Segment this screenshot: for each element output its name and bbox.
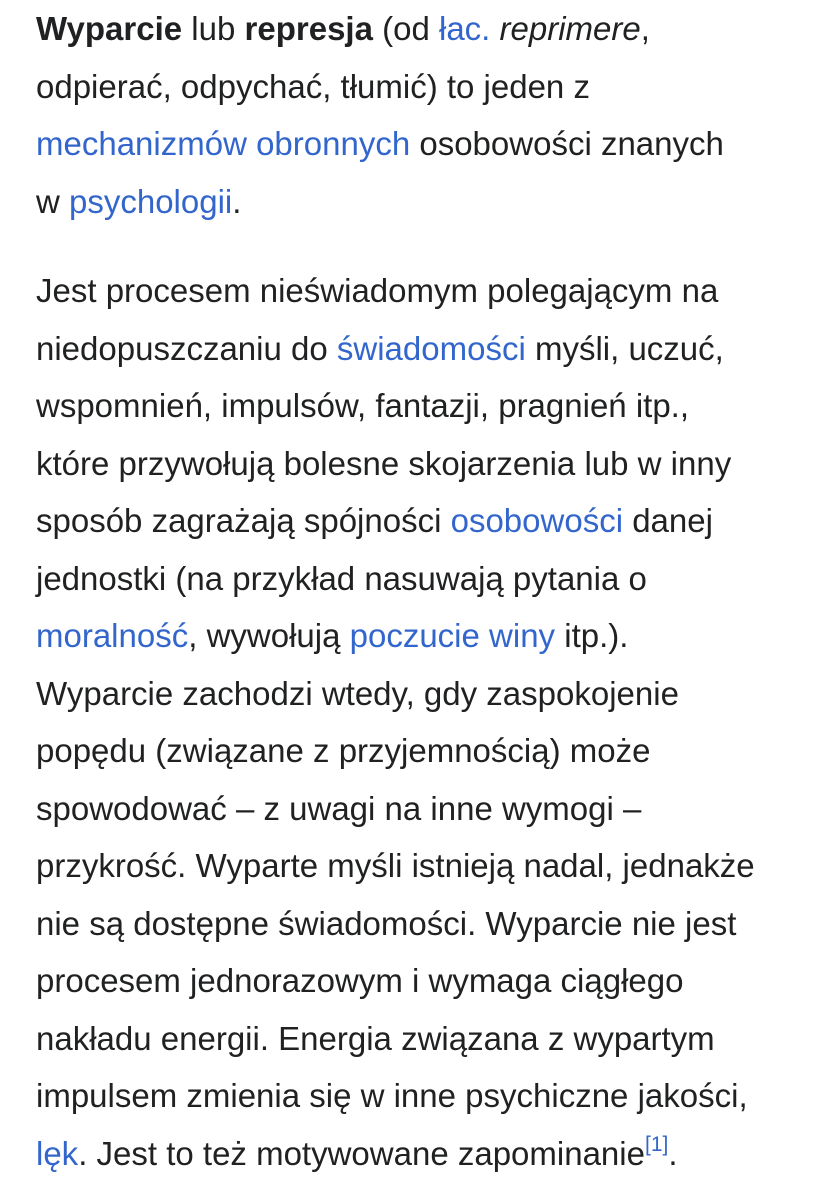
p2-line-1: Jest procesem nieświadomym polegającym na bbox=[36, 272, 719, 309]
p1-line-2: odpierać, odpychać, tłumić) to jeden z bbox=[36, 67, 590, 105]
footnote-link-1[interactable]: [1] bbox=[644, 1132, 669, 1156]
text-space bbox=[490, 10, 499, 47]
link-lek[interactable]: lęk bbox=[36, 1134, 79, 1172]
link-poczucie-winy[interactable]: poczucie winy bbox=[349, 617, 556, 654]
term-wyparcie: Wyparcie bbox=[36, 10, 183, 47]
text-danej: danej bbox=[623, 502, 713, 539]
text-osobowosci-znanych: osobowości znanych bbox=[410, 125, 724, 162]
p1-line-1 bbox=[36, 0, 650, 58]
p2-line-6: jednostki (na przykład nasuwają pytania o bbox=[36, 559, 647, 597]
link-psychologii[interactable]: psychologii bbox=[69, 182, 233, 220]
latin-reprimere: reprimere bbox=[499, 10, 641, 47]
p2-line-14: nakładu energii. Energia związana z wypartym bbox=[36, 1019, 715, 1057]
link-osobowosci[interactable]: osobowości bbox=[450, 502, 624, 539]
p2-line-4: które przywołują bolesne skojarzenia lub w inny bbox=[36, 444, 732, 482]
p1-line-3 bbox=[36, 115, 724, 173]
text-od: (od bbox=[372, 10, 439, 47]
link-moralnosc[interactable]: moralność bbox=[36, 617, 189, 654]
text-wywoluja: , wywołują bbox=[188, 617, 350, 654]
p2-line-15: impulsem zmienia się w inne psychiczne jakości, bbox=[36, 1077, 748, 1114]
text-motywowane-zapominanie: . Jest to też motywowane zapominanie bbox=[78, 1134, 645, 1172]
link-mechanizmow-obronnych[interactable]: mechanizmów obronnych bbox=[36, 125, 411, 162]
link-swiadomosci[interactable]: świadomości bbox=[336, 329, 526, 367]
footnote-ref bbox=[645, 1133, 668, 1156]
p1-line-4 bbox=[36, 173, 241, 231]
p2-line-11: przykrość. Wyparte myśli istnieją nadal, jednakże bbox=[36, 847, 755, 884]
p2-line-13: procesem jednorazowym i wymaga ciągłego bbox=[36, 962, 684, 999]
p2-line-2 bbox=[36, 320, 724, 378]
text-sposob: sposób zagrażają spójności bbox=[36, 502, 451, 539]
text-itp: itp.). bbox=[555, 617, 629, 654]
p2-line-9: popędu (związane z przyjemnością) może bbox=[36, 732, 651, 769]
p2-line-16 bbox=[36, 1125, 678, 1183]
p2-line-8: Wyparcie zachodzi wtedy, gdy zaspokojenie bbox=[36, 674, 679, 712]
p2-line-5 bbox=[36, 492, 713, 550]
text-final-period: . bbox=[668, 1134, 678, 1172]
text-mysli-uczuc: myśli, uczuć, bbox=[525, 329, 724, 367]
p2-line-7 bbox=[36, 607, 628, 665]
link-lac[interactable]: łac. bbox=[439, 10, 491, 47]
text-period: . bbox=[232, 182, 242, 220]
text-comma: , bbox=[640, 10, 650, 47]
text-lub: lub bbox=[182, 10, 245, 47]
term-represja: represja bbox=[244, 10, 373, 47]
p2-line-10: spowodować – z uwagi na inne wymogi – bbox=[36, 789, 642, 827]
p2-line-12: nie są dostępne świadomości. Wyparcie nie jest bbox=[36, 904, 737, 942]
text-niedopuszczaniu: niedopuszczaniu do bbox=[36, 329, 337, 367]
p2-line-3: wspomnień, impulsów, fantazji, pragnień itp., bbox=[36, 387, 690, 424]
text-w: w bbox=[36, 182, 69, 220]
